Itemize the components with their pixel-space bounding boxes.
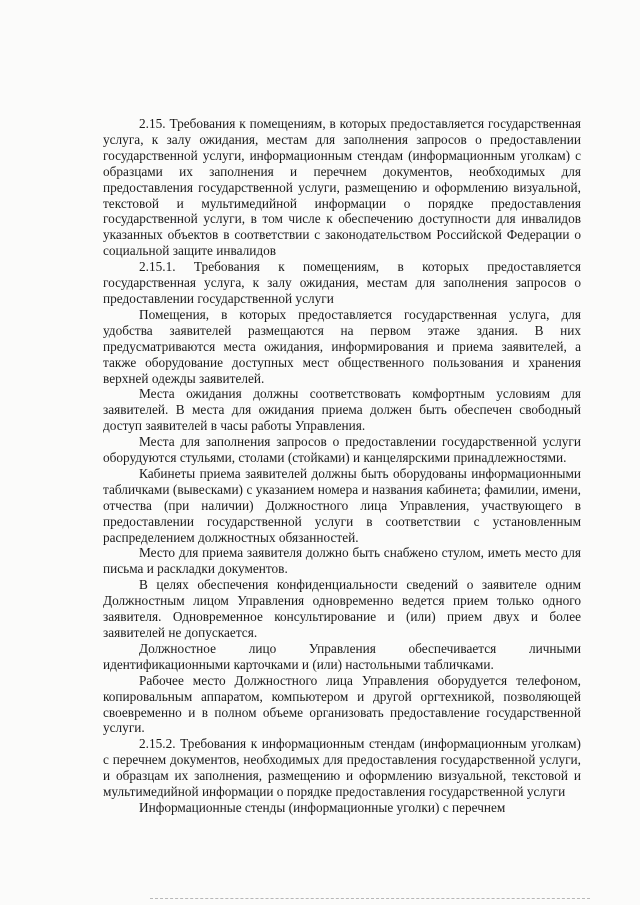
paragraph-reception-place: Место для приема заявителя должно быть снабжено стулом, иметь место для письма и раскладки документов. xyxy=(103,545,581,577)
paragraph-waiting-places: Места ожидания должны соответствовать комфортным условиям для заявителей. В места для ожидания приема должен быть обеспечен свободный доступ заявителей в часы работы Управления. xyxy=(103,386,581,434)
document-body xyxy=(103,116,581,816)
paragraph-2-15-2: 2.15.2. Требования к информационным стендам (информационным уголкам) с перечнем документов, необходимых для предоставления государственной услуги, и образцам их заполнения, размещению и оформлению визуальной, текстовой и мультимедийной информации о порядке предоставления государственной услуги xyxy=(103,736,581,800)
paragraph-premises: Помещения, в которых предоставляется государственная услуга, для удобства заявителей размещаются на первом этаже здания. В них предусматриваются места ожидания, информирования и приема заявителей, а также оборудование доступных мест общественного пользования и хранения верхней одежды заявителей. xyxy=(103,306,581,386)
paragraph-workplace: Рабочее место Должностного лица Управления оборудуется телефоном, копировальным аппаратом, компьютером и другой оргтехникой, позволяющей своевременно и в полном объеме организовать предоставление государственной услуги. xyxy=(103,672,581,736)
paragraph-reception-rooms: Кабинеты приема заявителей должны быть оборудованы информационными табличками (вывесками) с указанием номера и названия кабинета; фамилии, имени, отчества (при наличии) Должностного лица Управления, участвующего в предоставлении государственной услуги в соответствии с установленным распределением должностных обязанностей. xyxy=(103,465,581,545)
scan-edge-line xyxy=(150,898,590,899)
paragraph-filling-places: Места для заполнения запросов о предоставлении государственной услуги оборудуются стульями, столами (стойками) и канцелярскими принадлежностями. xyxy=(103,434,581,466)
paragraph-info-stands: Информационные стенды (информационные уголки) с перечнем xyxy=(139,799,506,815)
paragraph-2-15-1: 2.15.1. Требования к помещениям, в которых предоставляется государственная услуга, к залу ожидания, местам для заполнения запросов о предоставлении государственной услуги xyxy=(103,259,581,306)
paragraph-id-cards: Должностное лицо Управления обеспечивается личными идентификационными карточками и (или) настольными табличками. xyxy=(103,640,581,672)
paragraph-confidentiality: В целях обеспечения конфиденциальности сведений о заявителе одним Должностным лицом Управления одновременно ведется прием только одного заявителя. Одновременное консультирование и (или) прием двух и более заявителей не допускается. xyxy=(103,577,581,640)
paragraph-2-15: 2.15. Требования к помещениям, в которых предоставляется государственная услуга, к залу ожидания, местам для заполнения запросов о предоставлении государственной услуги, информационным стендам (информационным уголкам) с образцами их заполнения и перечнем документов, необходимых для предоставления государственной услуги, размещению и оформлению визуальной, текстовой и мультимедийной информации о порядке предоставления государственной услуги, в том числе к обеспечению доступности для инвалидов указанных объектов в соответствии с законодательством Российской Федерации о социальной защите инвалидов xyxy=(103,116,581,259)
